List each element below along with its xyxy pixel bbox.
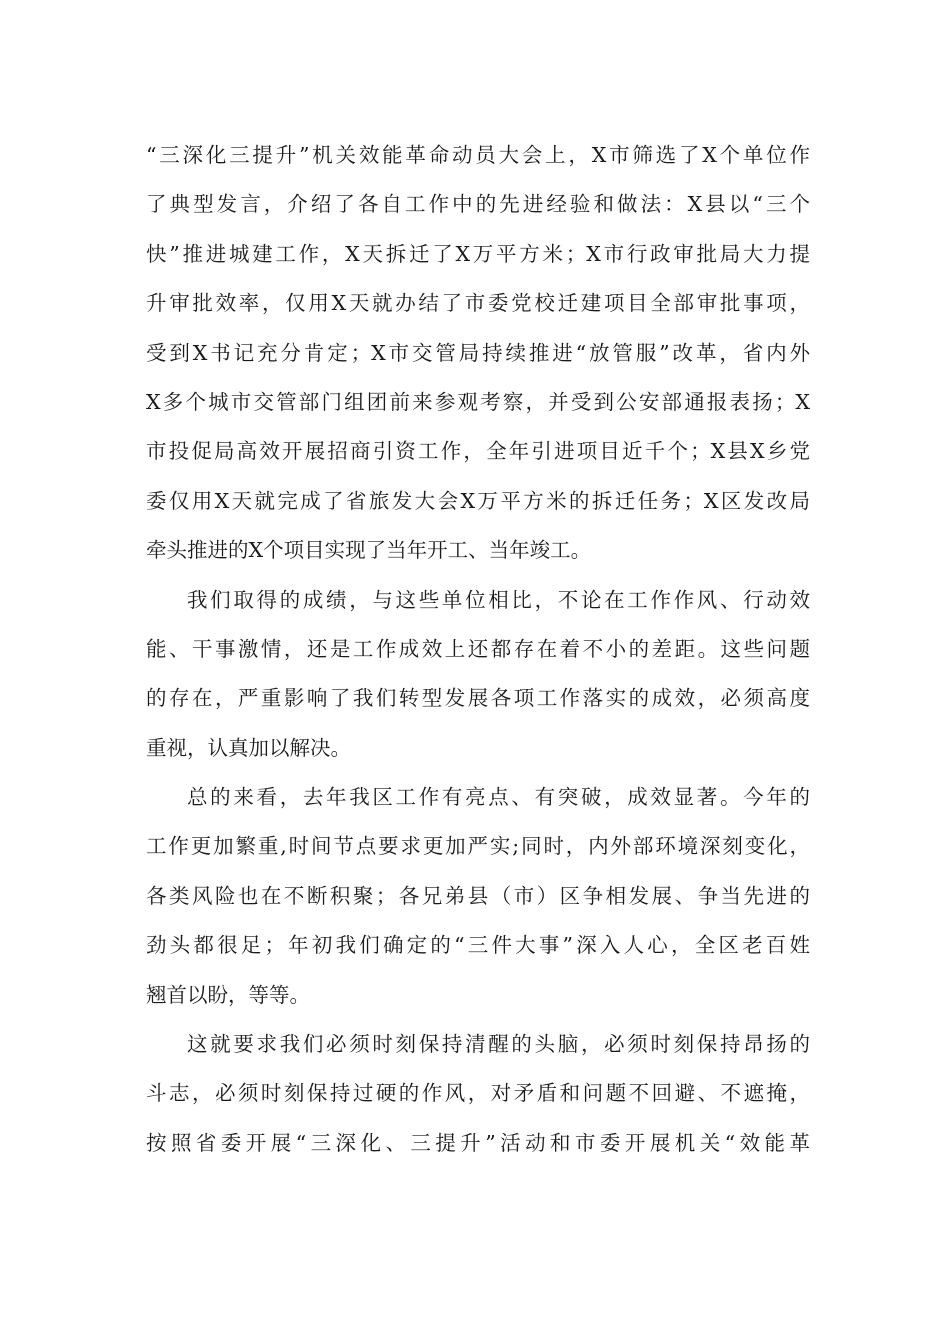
text-line: 总的来看，去年我区工作有亮点、有突破，成效显著。今年的 [187, 785, 810, 810]
text-line: 这就要求我们必须时刻保持清醒的头脑，必须时刻保持昂扬的 [187, 1032, 810, 1057]
text-line: 了典型发言，介绍了各自工作中的先进经验和做法：X县以“三个 [146, 192, 810, 217]
text-line: 重视，认真加以解决。 [146, 735, 351, 760]
text-line: 的存在，严重影响了我们转型发展各项工作落实的成效，必须高度 [146, 686, 810, 711]
text-line: 委仅用X天就完成了省旅发大会X万平方米的拆迁任务；X区发改局 [146, 488, 810, 513]
paragraph-4 [146, 1020, 810, 1168]
paragraph-1 [146, 131, 810, 576]
text-line: 牵头推进的X个项目实现了当年开工、当年竣工。 [146, 538, 592, 563]
text-line: 快”推进城建工作，X天拆迁了X万平方米；X市行政审批局大力提 [146, 241, 810, 266]
text-line: X多个城市交管部门组团前来参观考察，并受到公安部通报表扬；X [146, 389, 810, 414]
text-line: 劲头都很足；年初我们确定的“三件大事”深入人心，全区老百姓 [146, 933, 810, 958]
text-line: 翘首以盼，等等。 [146, 982, 310, 1007]
paragraph-2 [146, 576, 810, 774]
text-line: 斗志，必须时刻保持过硬的作风，对矛盾和问题不回避、不遮掩， [146, 1081, 810, 1106]
text-line: 我们取得的成绩，与这些单位相比，不论在工作作风、行动效 [187, 587, 810, 612]
text-line: 市投促局高效开展招商引资工作，全年引进项目近千个；X县X乡党 [146, 439, 810, 464]
text-line: 受到X书记充分肯定；X市交管局持续推进“放管服”改革，省内外 [146, 340, 810, 365]
text-line: 按照省委开展“三深化、三提升”活动和市委开展机关“效能革 [146, 1130, 810, 1155]
text-line: 各类风险也在不断积聚；各兄弟县（市）区争相发展、争当先进的 [146, 883, 810, 908]
text-line: “三深化三提升”机关效能革命动员大会上，X市筛选了X个单位作 [146, 143, 810, 167]
document-body [146, 131, 810, 1168]
text-line: 升审批效率，仅用X天就办结了市委党校迁建项目全部审批事项， [146, 291, 810, 316]
paragraph-3 [146, 773, 810, 1020]
text-line: 能、干事激情，还是工作成效上还都存在着不小的差距。这些问题 [146, 636, 810, 661]
text-line: 工作更加繁重,时间节点要求更加严实;同时，内外部环境深刻变化， [146, 834, 810, 859]
